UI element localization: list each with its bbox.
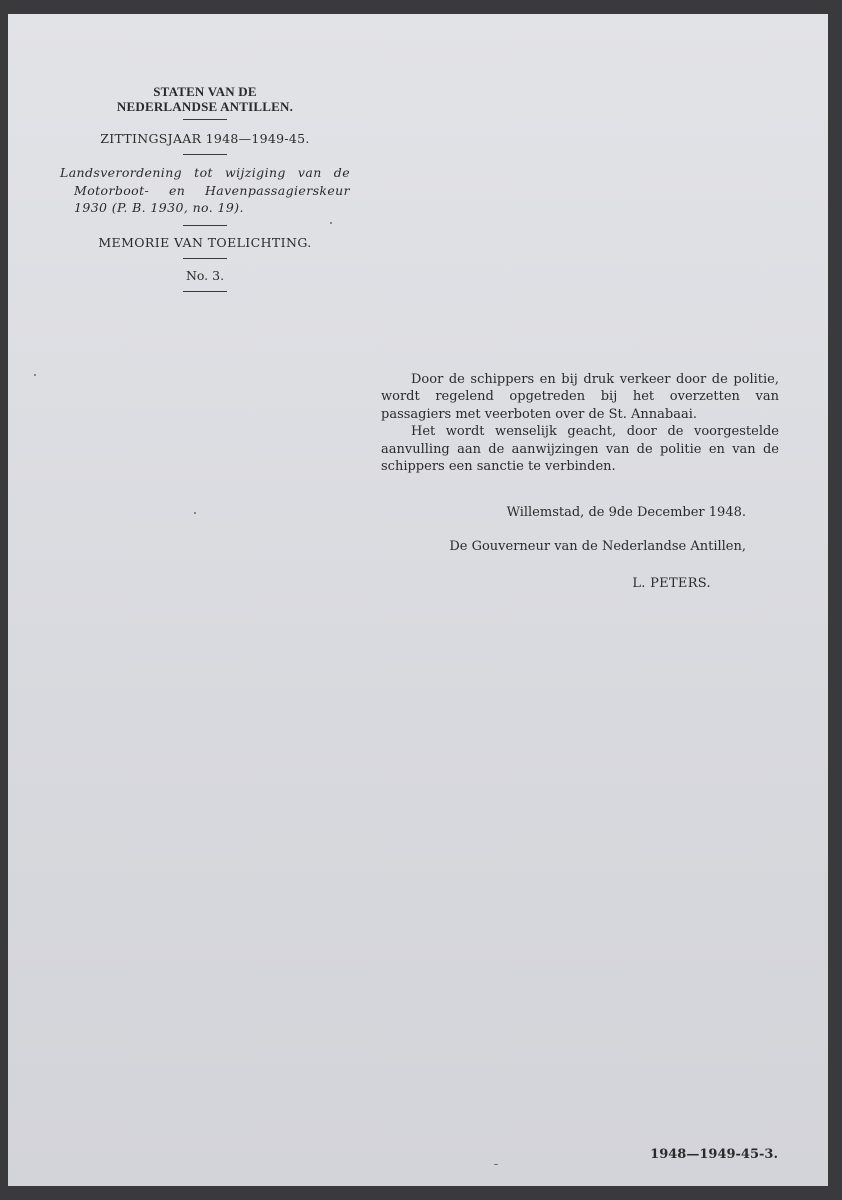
divider: [183, 154, 227, 155]
governor-title: De Gouverneur van de Nederlandse Antillen,: [449, 539, 746, 554]
document-number: No. 3.: [185, 267, 225, 283]
paper-speck: [194, 512, 196, 514]
subject-line-2: Motorboot- en Havenpassagierskeur: [74, 182, 350, 198]
subject-line-3: 1930 (P. B. 1930, no. 19).: [74, 200, 244, 215]
title-line-1: STATEN VAN DE: [153, 84, 257, 99]
title-line-2: NEDERLANDSE ANTILLEN.: [116, 99, 294, 114]
paper-speck: [34, 374, 36, 376]
paper-speck: [330, 222, 332, 224]
divider: [183, 119, 227, 120]
document-type: MEMORIE VAN TOELICHTING.: [98, 234, 312, 250]
document-page: [8, 14, 828, 1186]
paper-speck: [494, 1164, 498, 1165]
signatory-name: L. PETERS.: [632, 576, 711, 591]
paragraph-2: Het wordt wenselijk geacht, door de voorgestelde aanvulling aan de aanwijzingen van de politie en van de schippers een sanctie te verbinden.: [381, 424, 779, 475]
footer-document-code: 1948—1949-45-3.: [650, 1147, 778, 1162]
divider: [183, 258, 227, 259]
document-heading-block: [60, 84, 350, 292]
divider: [183, 225, 227, 226]
place-and-date: Willemstad, de 9de December 1948.: [506, 505, 746, 520]
subject-line-1: Landsverordening tot wijziging van de: [60, 165, 350, 180]
session-year: ZITTINGSJAAR 1948—1949-45.: [100, 131, 310, 146]
subject-title: [60, 164, 350, 217]
explanatory-text: [381, 371, 779, 475]
paragraph-1: Door de schippers en bij druk verkeer door de politie, wordt regelend opgetreden bij het overzetten van passagiers met veerboten over de St. Annabaai.: [381, 372, 779, 422]
divider: [183, 291, 227, 292]
